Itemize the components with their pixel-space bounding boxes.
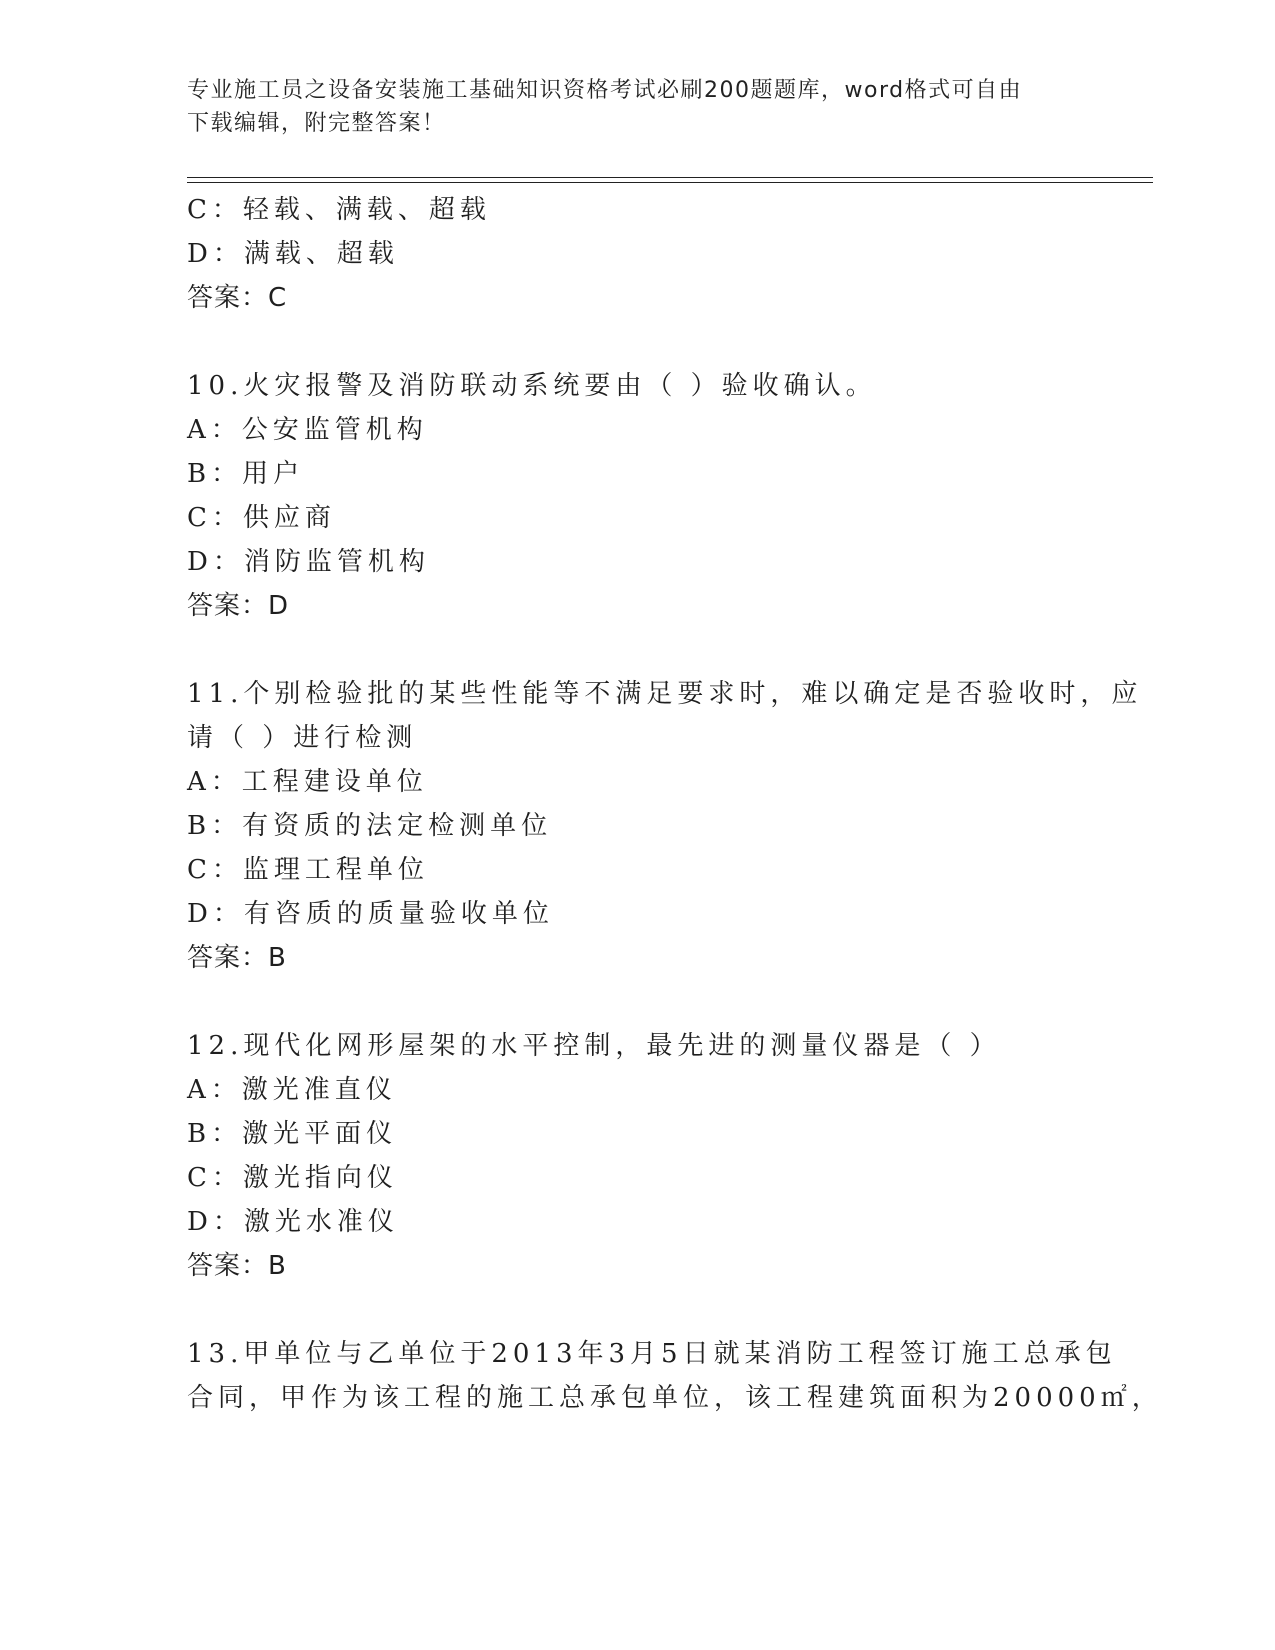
- q10-option-d: D：消防监管机构: [187, 547, 430, 577]
- q11-stem-line-1: 11.个别检验批的某些性能等不满足要求时，难以确定是否验收时，应: [187, 679, 1143, 709]
- header-divider-top: [187, 177, 1153, 178]
- header-line-2: 下载编辑，附完整答案！: [187, 111, 446, 136]
- q12-option-d: D：激光水准仪: [187, 1207, 399, 1237]
- q12-stem: 12.现代化网形屋架的水平控制，最先进的测量仪器是（ ）: [187, 1031, 1001, 1061]
- q11-option-a: A：工程建设单位: [187, 767, 428, 797]
- q10-option-a: A：公安监管机构: [187, 415, 428, 445]
- q11-option-d: D：有咨质的质量验收单位: [187, 899, 554, 929]
- q13-stem-line-1: 13.甲单位与乙单位于2013年3月5日就某消防工程签订施工总承包: [187, 1339, 1117, 1369]
- q10-stem: 10.火灾报警及消防联动系统要由（ ）验收确认。: [187, 371, 877, 401]
- q11-answer: 答案：B: [187, 943, 287, 973]
- page-header: [187, 74, 1087, 140]
- q10-answer: 答案：D: [187, 591, 290, 621]
- q10-option-c: C：供应商: [187, 503, 336, 533]
- q12-answer: 答案：B: [187, 1251, 287, 1281]
- q10-option-b: B：用户: [187, 459, 305, 489]
- q11-stem-line-2: 请（ ）进行检测: [187, 723, 418, 753]
- q12-option-c: C：激光指向仪: [187, 1163, 398, 1193]
- q12-option-b: B：激光平面仪: [187, 1119, 398, 1149]
- q11-option-b: B：有资质的法定检测单位: [187, 811, 553, 841]
- header-divider-bottom: [187, 182, 1153, 183]
- prev-option-d: D：满载、超载: [187, 239, 399, 269]
- q11-option-c: C：监理工程单位: [187, 855, 429, 885]
- header-line-1: 专业施工员之设备安装施工基础知识资格考试必刷200题题库，word格式可自由: [187, 78, 1023, 103]
- q13-stem-line-2: 合同，甲作为该工程的施工总承包单位，该工程建筑面积为20000㎡，: [187, 1383, 1163, 1413]
- prev-option-c: C：轻载、满载、超载: [187, 195, 491, 225]
- q12-option-a: A：激光准直仪: [187, 1075, 397, 1105]
- prev-answer: 答案：C: [187, 283, 288, 313]
